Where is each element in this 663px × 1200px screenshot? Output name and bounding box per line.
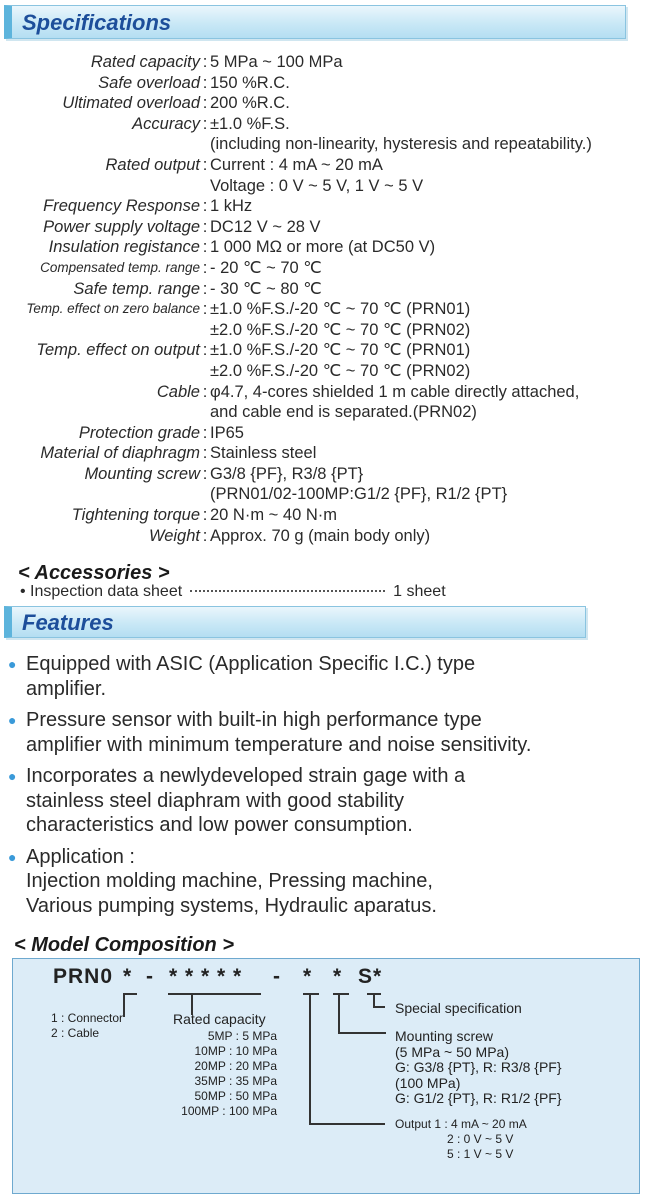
- spec-value: [210, 526, 663, 547]
- spec-row: [0, 279, 663, 300]
- capacity-line: [168, 993, 261, 995]
- bullet-icon: ●: [8, 848, 17, 865]
- feature-line: Equipped with ASIC (Application Specific I.C.) type: [26, 653, 476, 675]
- spec-value-line: ±1.0 %F.S./-20 ℃ ~ 70 ℃ (PRN01): [210, 300, 471, 319]
- spec-row: [0, 423, 663, 444]
- spec-row: [0, 217, 663, 238]
- spec-value: [210, 464, 663, 505]
- spec-value-line: 150 %R.C.: [210, 73, 290, 92]
- spec-value-line: - 20 ℃ ~ 70 ℃: [210, 258, 322, 277]
- spec-row: [0, 505, 663, 526]
- spec-value-line: 5 MPa ~ 100 MPa: [210, 53, 343, 71]
- spec-row: [0, 114, 663, 155]
- model-code-mounting: *: [333, 965, 343, 988]
- specifications-table: [0, 52, 663, 546]
- spec-value-line: Current : 4 mA ~ 20 mA: [210, 155, 383, 174]
- spec-colon: :: [202, 53, 208, 71]
- capacity-option: 35MP : 35 MPa: [194, 1074, 277, 1088]
- spec-row: [0, 299, 663, 340]
- spec-value-line: and cable end is separated.(PRN02): [210, 403, 477, 422]
- spec-value-line: - 30 ℃ ~ 80 ℃: [210, 279, 322, 298]
- mounting-option: Mounting screw: [395, 1028, 494, 1044]
- spec-value-line: 1 kHz: [210, 197, 253, 216]
- leader-dots: [190, 590, 385, 592]
- specifications-header: [4, 5, 626, 39]
- spec-label: Frequency Response: [43, 197, 200, 216]
- output-line: [309, 993, 311, 1125]
- spec-row: [0, 196, 663, 217]
- feature-item: [8, 764, 648, 838]
- feature-text: [26, 764, 465, 838]
- connector-option: 2 : Cable: [51, 1026, 100, 1040]
- feature-line: Various pumping systems, Hydraulic aparatus.: [26, 894, 437, 917]
- spec-value: [210, 340, 663, 381]
- output-line: [309, 1123, 385, 1125]
- spec-value: [210, 52, 663, 73]
- specifications-title: Specifications: [22, 10, 172, 35]
- spec-row: [0, 382, 663, 423]
- connector-options: [51, 1011, 123, 1041]
- spec-value: [210, 382, 663, 423]
- spec-colon: :: [202, 94, 208, 113]
- spec-row: [0, 340, 663, 381]
- spec-colon: :: [202, 526, 208, 545]
- capacity-title: Rated capacity: [173, 1011, 266, 1027]
- spec-value-line: ±2.0 %F.S./-20 ℃ ~ 70 ℃ (PRN02): [210, 361, 471, 380]
- connector-line: [123, 993, 137, 995]
- features-header: [4, 606, 586, 638]
- capacity-option: 20MP : 20 MPa: [194, 1059, 277, 1073]
- spec-label: Rated output: [105, 155, 200, 174]
- spec-value: [210, 443, 663, 464]
- spec-colon: :: [202, 238, 208, 257]
- feature-line: Incorporates a newlydeveloped strain gage with a: [26, 765, 466, 787]
- mounting-line: [338, 993, 340, 1033]
- spec-value-line: 1 000 MΩ or more (at DC50 V): [210, 238, 436, 257]
- spec-label: Weight: [148, 526, 200, 545]
- accessory-name: • Inspection data sheet: [20, 583, 183, 600]
- spec-value: [210, 505, 663, 526]
- spec-value-line: DC12 V ~ 28 V: [210, 217, 321, 236]
- spec-label: Protection grade: [78, 423, 200, 442]
- spec-colon: :: [202, 114, 208, 133]
- model-code-special: S*: [358, 965, 383, 988]
- spec-label: Safe overload: [98, 73, 200, 92]
- spec-label: Ultimated overload: [62, 94, 200, 113]
- mounting-option: G: G1/2 {PT}, R: R1/2 {PF}: [395, 1090, 562, 1106]
- spec-value: [210, 237, 663, 258]
- feature-line: Application :: [26, 845, 135, 868]
- spec-row: [0, 464, 663, 505]
- spec-label: Compensated temp. range: [40, 259, 200, 275]
- spec-label: Insulation registance: [48, 238, 200, 257]
- spec-colon: :: [202, 506, 208, 525]
- feature-line: Pressure sensor with built-in high performance type: [26, 709, 482, 731]
- spec-label: Material of diaphragm: [40, 444, 200, 463]
- mounting-option: G: G3/8 {PT}, R: R3/8 {PF}: [395, 1059, 562, 1075]
- spec-colon: :: [202, 197, 208, 216]
- spec-value: [210, 196, 663, 217]
- mounting-line: [338, 1032, 386, 1034]
- special-line: [373, 1006, 385, 1008]
- output-option: 5 : 1 V ~ 5 V: [447, 1147, 514, 1161]
- feature-text: [26, 845, 437, 919]
- output-options: [395, 1117, 527, 1162]
- capacity-option: 100MP : 100 MPa: [181, 1104, 277, 1118]
- spec-label: Power supply voltage: [43, 217, 200, 236]
- accessory-quantity: 1 sheet: [393, 583, 446, 600]
- spec-value-line: Voltage : 0 V ~ 5 V, 1 V ~ 5 V: [210, 176, 424, 195]
- special-specification-label: Special specification: [395, 1000, 522, 1016]
- features-title: Features: [22, 610, 114, 635]
- connector-option: 1 : Connector: [51, 1011, 124, 1025]
- mounting-option: (5 MPa ~ 50 MPa): [395, 1043, 509, 1060]
- spec-value-line: ±1.0 %F.S./-20 ℃ ~ 70 ℃ (PRN01): [210, 341, 471, 360]
- spec-value-line: Stainless steel: [210, 444, 317, 463]
- mounting-option: (100 MPa): [395, 1074, 461, 1091]
- connector-line: [123, 993, 125, 1017]
- spec-value-line: IP65: [210, 423, 244, 442]
- spec-value-line: (PRN01/02-100MP:G1/2 {PF}, R1/2 {PT}: [210, 485, 508, 504]
- capacity-options: [171, 1029, 277, 1119]
- spec-row: [0, 155, 663, 196]
- spec-value: [210, 217, 663, 238]
- bullet-icon: ●: [8, 768, 17, 784]
- model-code-dash: -: [273, 965, 281, 988]
- spec-value: [210, 155, 663, 196]
- spec-value: [210, 93, 663, 114]
- spec-row: [0, 237, 663, 258]
- feature-line: characteristics and low power consumption.: [26, 814, 413, 836]
- spec-value-line: 200 %R.C.: [210, 94, 290, 113]
- feature-text: [26, 652, 475, 701]
- spec-value-line: ±1.0 %F.S.: [210, 114, 290, 133]
- spec-value: [210, 299, 663, 340]
- spec-row: [0, 52, 663, 73]
- model-code-connector: *: [123, 965, 133, 988]
- model-code-prefix: PRN0: [53, 965, 114, 988]
- spec-colon: :: [202, 217, 208, 236]
- accessories-heading: < Accessories >: [18, 562, 170, 584]
- feature-text: [26, 708, 531, 757]
- spec-row: [0, 93, 663, 114]
- bullet-icon: ●: [8, 712, 17, 728]
- spec-value: [210, 73, 663, 94]
- feature-item: [8, 845, 648, 919]
- spec-label: Accuracy: [132, 114, 200, 133]
- model-code-output: *: [303, 965, 313, 988]
- spec-colon: :: [202, 155, 208, 174]
- spec-value-line: G3/8 {PF}, R3/8 {PT}: [210, 464, 364, 483]
- model-composition-heading: < Model Composition >: [14, 934, 235, 956]
- spec-label: Tightening torque: [71, 506, 200, 525]
- model-composition-diagram: [12, 958, 640, 1194]
- model-code-dash: -: [146, 965, 154, 988]
- spec-value: [210, 258, 663, 279]
- spec-label: Safe temp. range: [73, 279, 200, 298]
- spec-row: [0, 526, 663, 547]
- spec-label: Temp. effect on output: [36, 341, 200, 360]
- spec-value: [210, 423, 663, 444]
- bullet-icon: ●: [8, 656, 17, 672]
- spec-colon: :: [202, 464, 208, 483]
- spec-label: Mounting screw: [84, 464, 200, 483]
- spec-value-line: (including non-linearity, hysteresis and repeatability.): [210, 135, 592, 154]
- spec-value-line: Approx. 70 g (main body only): [210, 526, 431, 545]
- spec-value-line: φ4.7, 4-cores shielded 1 m cable directly attached,: [210, 382, 580, 401]
- spec-row: [0, 258, 663, 279]
- spec-colon: :: [202, 444, 208, 463]
- feature-line: amplifier.: [26, 677, 107, 700]
- spec-value: [210, 114, 663, 155]
- spec-row: [0, 73, 663, 94]
- spec-value: [210, 279, 663, 300]
- capacity-option: 50MP : 50 MPa: [194, 1089, 277, 1103]
- spec-label: Temp. effect on zero balance: [26, 301, 200, 317]
- feature-line: Injection molding machine, Pressing machine,: [26, 870, 433, 892]
- feature-line: amplifier with minimum temperature and noise sensitivity.: [26, 733, 532, 756]
- spec-colon: :: [202, 258, 208, 277]
- model-code-capacity: * * * * *: [169, 965, 243, 988]
- feature-item: [8, 652, 648, 701]
- spec-colon: :: [202, 423, 208, 442]
- capacity-option: 5MP : 5 MPa: [207, 1029, 277, 1043]
- capacity-option: 10MP : 10 MPa: [194, 1044, 277, 1058]
- features-list: [8, 652, 648, 925]
- spec-label: Rated capacity: [90, 53, 200, 71]
- spec-value-line: ±2.0 %F.S./-20 ℃ ~ 70 ℃ (PRN02): [210, 320, 471, 339]
- spec-colon: :: [202, 73, 208, 92]
- mounting-line: [333, 993, 349, 995]
- feature-item: [8, 708, 648, 757]
- spec-colon: :: [202, 300, 208, 319]
- spec-value-line: 20 N·m ~ 40 N·m: [210, 506, 337, 525]
- spec-row: [0, 443, 663, 464]
- spec-colon: :: [202, 382, 208, 401]
- accessories-item: [20, 583, 446, 601]
- output-option: Output 1 : 4 mA ~ 20 mA: [395, 1117, 527, 1131]
- feature-line: stainless steel diaphram with good stability: [26, 789, 404, 812]
- spec-label: Cable: [156, 382, 200, 401]
- spec-colon: :: [202, 279, 208, 298]
- special-line: [373, 993, 375, 1007]
- mounting-screw-options: [395, 1029, 562, 1107]
- output-option: 2 : 0 V ~ 5 V: [447, 1132, 514, 1146]
- spec-colon: :: [202, 341, 208, 360]
- output-line: [303, 993, 319, 995]
- special-line: [367, 993, 381, 995]
